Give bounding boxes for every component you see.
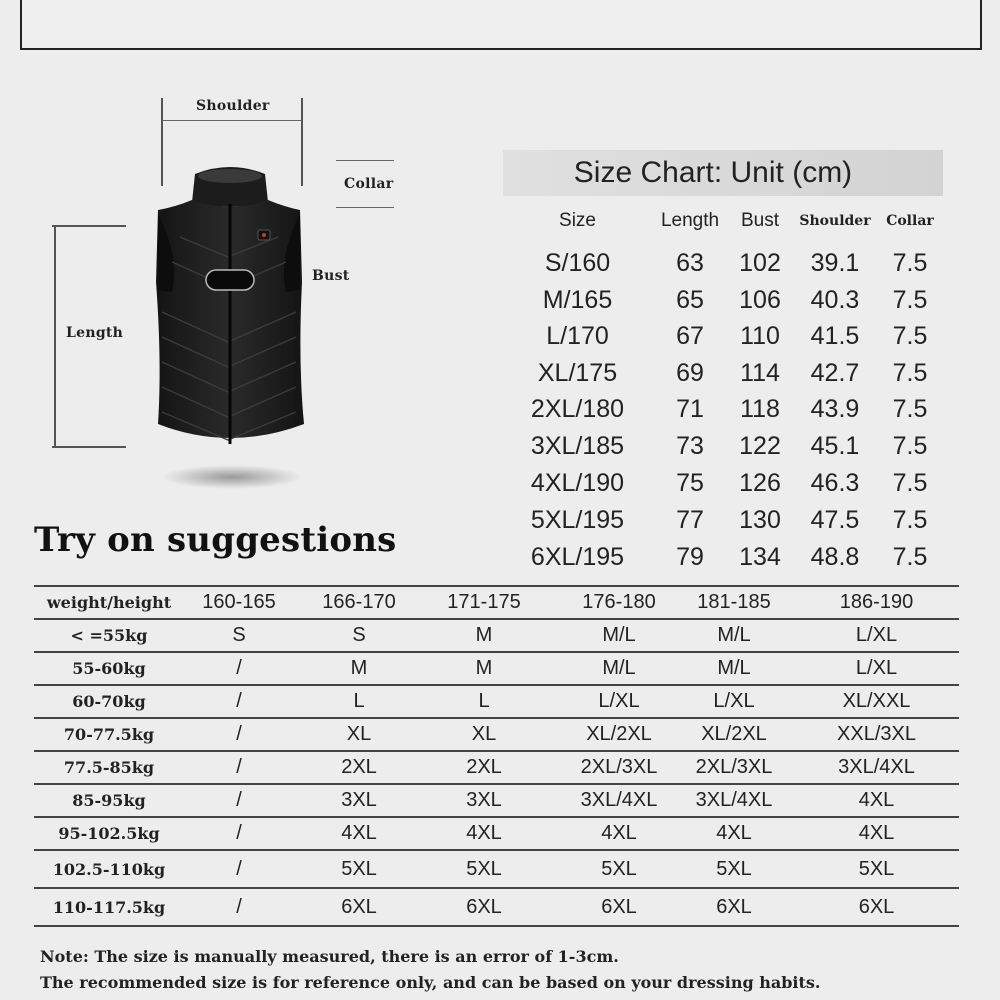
size-chart-row [505,428,945,464]
size-suggestion-cell: / [236,657,242,679]
bust-label: Bust [312,268,350,284]
size-suggestion-cell: L/XL [598,690,640,712]
size-suggestion-cell: L [353,690,365,712]
header-height-range: 166-170 [322,591,396,613]
size-suggestion-cell: 5XL [858,857,895,880]
size-chart-title-bar [503,150,943,196]
header-height-range: 176-180 [582,591,656,613]
notes-block [40,944,820,996]
size-suggestion-cell: 4XL [601,822,637,844]
bust-cell: 118 [740,395,780,423]
size-suggestion-cell: / [236,723,242,745]
collar-bottom-guide [336,207,394,208]
length-cell: 75 [676,469,704,497]
length-cell: 71 [676,395,704,423]
try-on-row [34,816,959,849]
size-chart-row [505,245,945,281]
header-collar: Collar [886,213,934,229]
size-suggestion-cell: 6XL [858,895,895,918]
size-cell: XL/175 [537,359,618,387]
weight-cell: < =55kg [70,626,148,645]
size-suggestion-cell: / [236,756,242,778]
length-cell: 67 [676,322,704,350]
bust-cell: 122 [739,432,781,460]
size-chart-row [505,355,945,391]
size-suggestion-cell: M [475,657,493,679]
size-suggestion-cell: XL/XXL [842,690,911,712]
header-height-range: 186-190 [839,591,914,613]
weight-cell: 95-102.5kg [58,824,160,843]
header-size: Size [559,210,596,231]
collar-cell: 7.5 [892,322,928,350]
weight-cell: 102.5-110kg [52,859,166,879]
size-suggestion-cell: / [236,789,242,811]
collar-cell: 7.5 [892,543,928,571]
try-on-title: Try on suggestions [34,520,397,560]
size-suggestion-cell: / [236,857,242,880]
size-suggestion-cell: 5XL [466,857,502,880]
size-suggestion-cell: 6XL [716,895,752,918]
shoulder-cell: 43.9 [810,395,860,423]
size-suggestion-cell: L/XL [855,624,898,646]
size-cell: L/170 [546,322,609,350]
collar-cell: 7.5 [892,469,928,497]
size-suggestion-cell: 4XL [341,822,377,844]
size-suggestion-cell: M/L [602,624,636,646]
size-suggestion-cell: 3XL/4XL [838,756,915,778]
try-on-row [34,783,959,816]
shoulder-cell: 39.1 [810,249,860,277]
header-shoulder: Shoulder [799,213,871,229]
size-suggestion-cell: 2XL [341,756,377,778]
collar-cell: 7.5 [892,286,928,314]
size-suggestion-cell: 3XL/4XL [695,789,773,811]
try-on-row [34,618,959,651]
size-suggestion-cell: 5XL [601,857,637,880]
size-suggestion-cell: 2XL/3XL [695,756,773,778]
bust-cell: 106 [739,286,781,314]
header-bust: Bust [740,210,780,231]
size-suggestion-cell: XL/2XL [586,723,652,745]
try-on-row [34,887,959,927]
length-cell: 69 [676,359,704,387]
size-suggestion-cell: L [478,690,490,712]
header-weight-height: weight/height [46,593,172,612]
size-suggestion-cell: 5XL [341,857,377,880]
size-chart-row [505,539,945,575]
try-on-row [34,684,959,717]
size-suggestion-cell: XL/2XL [701,723,767,745]
size-suggestion-cell: 6XL [341,895,377,918]
size-cell: 2XL/180 [530,395,625,423]
size-chart-row [505,465,945,501]
weight-cell: 70-77.5kg [63,725,155,744]
shoulder-cell: 46.3 [810,469,860,497]
try-on-row [34,750,959,783]
try-on-row [34,849,959,887]
vest-image [150,162,310,492]
size-suggestion-cell: / [236,895,242,918]
size-chart-title: Size Chart: Unit (cm) [573,156,853,189]
size-suggestion-cell: 4XL [466,822,502,844]
collar-label: Collar [344,176,394,192]
try-on-header-row [34,585,959,618]
size-suggestion-cell: L/XL [713,690,755,712]
size-cell: 4XL/190 [530,469,625,497]
length-cell: 65 [676,286,704,314]
length-top-guide [52,225,126,227]
size-suggestion-cell: XL [346,723,372,745]
size-suggestion-cell: 3XL/4XL [580,789,658,811]
collar-cell: 7.5 [892,395,928,423]
length-cell: 63 [676,249,704,277]
header-height-range: 181-185 [697,591,771,613]
bust-cell: 102 [739,249,781,277]
length-label: Length [66,325,124,341]
size-suggestion-cell: M/L [717,624,751,646]
collar-cell: 7.5 [892,432,928,460]
size-suggestion-cell: M/L [717,657,751,679]
length-bottom-guide [52,446,126,448]
length-dimension-line [54,225,56,447]
size-chart-row [505,318,945,354]
size-suggestion-cell: XL [471,723,497,745]
size-suggestion-cell: 4XL [716,822,752,844]
weight-cell: 85-95kg [72,791,146,810]
header-height-range: 171-175 [447,591,521,613]
shoulder-cell: 48.8 [810,543,860,571]
length-cell: 77 [676,506,704,534]
weight-cell: 55-60kg [72,659,146,678]
vest-measurement-diagram [0,80,440,500]
bust-cell: 130 [739,506,781,534]
size-chart-row [505,391,945,427]
size-suggestion-cell: 4XL [858,822,895,844]
size-chart-row [505,502,945,538]
try-on-row [34,717,959,750]
shoulder-cell: 41.5 [810,322,860,350]
shoulder-cell: 47.5 [810,506,860,534]
weight-cell: 60-70kg [72,692,146,711]
note-line: Note: The size is manually measured, there is an error of 1-3cm. [40,947,619,966]
size-suggestion-cell: L/XL [855,657,898,679]
top-banner-box [20,0,982,50]
shoulder-cell: 42.7 [810,359,860,387]
bust-cell: 110 [740,322,780,350]
size-cell: 3XL/185 [530,432,625,460]
header-height-range: 160-165 [202,591,276,613]
size-suggestion-cell: 4XL [858,789,895,811]
weight-cell: 110-117.5kg [52,897,166,917]
shoulder-cell: 45.1 [810,432,860,460]
bust-cell: 134 [739,543,781,571]
collar-top-guide [336,160,394,161]
size-suggestion-cell: 3XL [466,789,502,811]
size-chart-header-row [505,203,945,239]
bust-cell: 126 [739,469,781,497]
bust-cell: 114 [740,359,780,387]
size-suggestion-cell: / [236,690,242,712]
size-suggestion-cell: 6XL [466,895,502,918]
note-line: The recommended size is for reference only, and can be based on your dressing habits. [40,973,821,992]
size-suggestion-cell: XXL/3XL [837,723,916,745]
size-suggestion-cell: M/L [602,657,636,679]
size-suggestion-cell: S [232,624,246,646]
size-suggestion-cell: 6XL [601,895,637,918]
try-on-table [34,585,959,927]
header-length: Length [660,210,720,231]
length-cell: 73 [676,432,704,460]
shoulder-cell: 40.3 [810,286,860,314]
shoulder-label: Shoulder [196,98,270,114]
size-cell: 6XL/195 [530,543,625,571]
size-cell: M/165 [542,286,613,314]
size-suggestion-cell: / [236,822,242,844]
size-suggestion-cell: M [475,624,493,646]
weight-cell: 77.5-85kg [63,758,155,777]
collar-cell: 7.5 [892,359,928,387]
size-suggestion-cell: 3XL [341,789,377,811]
size-suggestion-cell: 2XL [466,756,502,778]
size-suggestion-cell: M [350,657,368,679]
try-on-row [34,651,959,684]
length-cell: 79 [676,543,704,571]
size-suggestion-cell: 5XL [716,857,752,880]
size-suggestion-cell: S [352,624,366,646]
collar-cell: 7.5 [892,249,928,277]
size-cell: 5XL/195 [530,506,625,534]
collar-cell: 7.5 [892,506,928,534]
shoulder-dimension-line [163,120,301,121]
size-chart-row [505,282,945,318]
size-suggestion-cell: 2XL/3XL [580,756,658,778]
size-cell: S/160 [544,249,611,277]
